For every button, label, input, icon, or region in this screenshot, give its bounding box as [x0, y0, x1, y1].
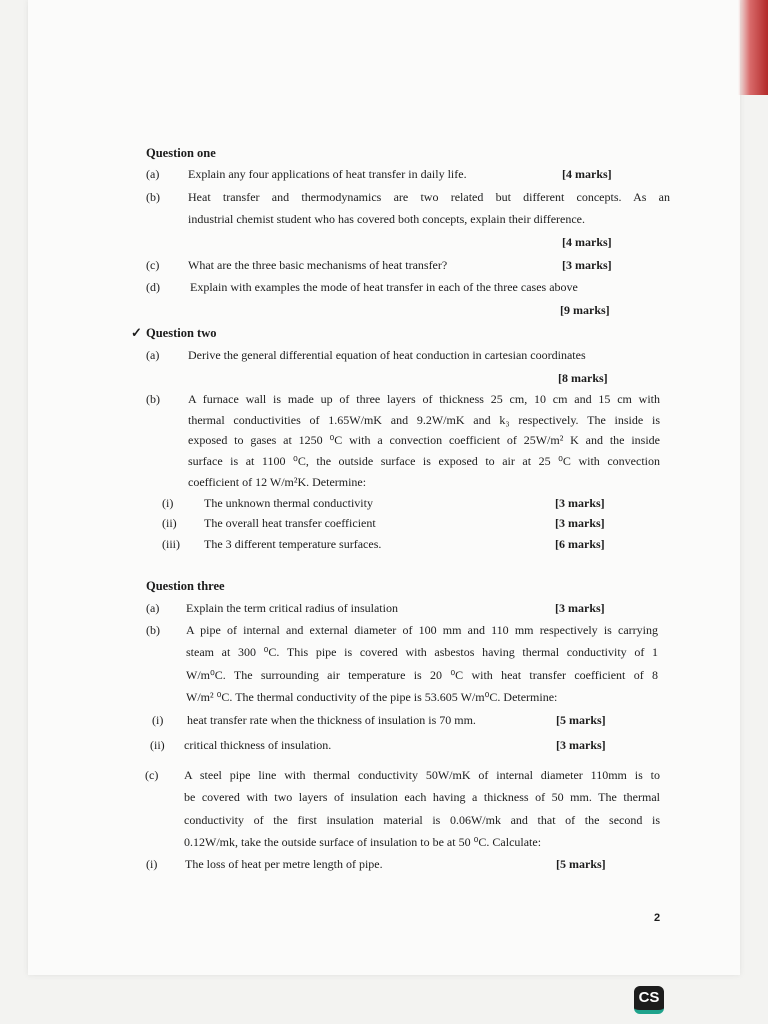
q2-b-line5: coefficient of 12 W/m²K. Determine:	[188, 475, 367, 489]
q2-b-label: (b)	[146, 392, 160, 406]
page-number: 2	[654, 912, 661, 924]
q2-b-line2: thermal conductivities of 1.65W/mK and 9.2W/mK and k₃ respectively. The inside is	[188, 413, 660, 427]
q2-ii-text: The overall heat transfer coefficient	[204, 516, 376, 530]
q2-a-text: Derive the general differential equation of heat conduction in cartesian coordinates	[188, 348, 586, 362]
q1-c-marks: [3 marks]	[562, 258, 612, 272]
q3-bii-text: critical thickness of insulation.	[184, 738, 332, 752]
q2-b-line3: exposed to gases at 1250 ⁰C with a convection coefficient of 25W/m² K and the inside	[188, 433, 660, 447]
check-mark-icon: ✓	[131, 325, 142, 340]
q3-c-line4: 0.12W/mk, take the outside surface of insulation to be at 50 ⁰C. Calculate:	[184, 835, 542, 849]
q1-d-text: Explain with examples the mode of heat transfer in each of the three cases above	[190, 280, 578, 294]
q2-iii-marks: [6 marks]	[555, 537, 605, 551]
q3-bii-marks: [3 marks]	[556, 738, 606, 752]
q1-a-marks: [4 marks]	[562, 167, 612, 181]
q3-bii-label: (ii)	[150, 738, 165, 752]
question-three-title: Question three	[146, 579, 225, 593]
q1-a-label: (a)	[146, 167, 160, 181]
q3-a-label: (a)	[146, 601, 160, 615]
exam-page	[28, 0, 740, 975]
q3-bi-text: heat transfer rate when the thickness of insulation is 70 mm.	[187, 713, 476, 727]
q3-bi-label: (i)	[152, 713, 164, 727]
q2-ii-marks: [3 marks]	[555, 516, 605, 530]
q3-bi-marks: [5 marks]	[556, 713, 606, 727]
q1-d-marks: [9 marks]	[560, 303, 610, 317]
q3-b-label: (b)	[146, 623, 160, 637]
camscanner-logo: CS	[634, 986, 664, 1014]
question-two-title: Question two	[146, 326, 217, 340]
q3-ci-text: The loss of heat per metre length of pipe.	[185, 857, 383, 871]
q1-b-line2: industrial chemist student who has covered both concepts, explain their difference.	[188, 212, 585, 226]
q2-a-marks: [8 marks]	[558, 371, 608, 385]
q3-c-line3: conductivity of the first insulation material is 0.06W/mk and that of the second is	[184, 813, 660, 827]
q3-c-label: (c)	[145, 768, 159, 782]
q2-iii-label: (iii)	[162, 537, 180, 551]
q3-a-text: Explain the term critical radius of insulation	[186, 601, 398, 615]
q1-b-line1: Heat transfer and thermodynamics are two related but different concepts. As an	[188, 190, 670, 204]
q3-c-line2: be covered with two layers of insulation each having a thickness of 50 mm. The thermal	[184, 790, 660, 804]
q3-a-marks: [3 marks]	[555, 601, 605, 615]
q2-iii-text: The 3 different temperature surfaces.	[204, 537, 382, 551]
q1-a-text: Explain any four applications of heat transfer in daily life.	[188, 167, 467, 181]
q2-b-line4: surface is at 1100 ⁰C, the outside surface is exposed to air at 25 ⁰C with convection	[188, 454, 660, 468]
q3-ci-marks: [5 marks]	[556, 857, 606, 871]
q1-d-label: (d)	[146, 280, 160, 294]
page-edge-shadow	[738, 0, 768, 95]
q2-ii-label: (ii)	[162, 516, 177, 530]
q3-b-line1: A pipe of internal and external diameter of 100 mm and 110 mm respectively is carrying	[186, 623, 658, 637]
q1-b-marks: [4 marks]	[562, 235, 612, 249]
q3-ci-label: (i)	[146, 857, 158, 871]
q2-a-label: (a)	[146, 348, 160, 362]
q2-b-line1: A furnace wall is made up of three layers of thickness 25 cm, 10 cm and 15 cm with	[188, 392, 660, 406]
q2-i-label: (i)	[162, 496, 174, 510]
q1-c-label: (c)	[146, 258, 160, 272]
q1-b-label: (b)	[146, 190, 160, 204]
q3-b-line4: W/m² ⁰C. The thermal conductivity of the pipe is 53.605 W/m⁰C. Determine:	[186, 690, 558, 704]
q3-b-line3: W/m⁰C. The surrounding air temperature is 20 ⁰C with heat transfer coefficient of 8	[186, 668, 658, 682]
q2-i-marks: [3 marks]	[555, 496, 605, 510]
q2-i-text: The unknown thermal conductivity	[204, 496, 373, 510]
question-one-title: Question one	[146, 146, 216, 160]
q3-b-line2: steam at 300 ⁰C. This pipe is covered with asbestos having thermal conductivity of 1	[186, 645, 658, 659]
q1-c-text: What are the three basic mechanisms of heat transfer?	[188, 258, 448, 272]
q3-c-line1: A steel pipe line with thermal conductivity 50W/mK of internal diameter 110mm is to	[184, 768, 660, 782]
